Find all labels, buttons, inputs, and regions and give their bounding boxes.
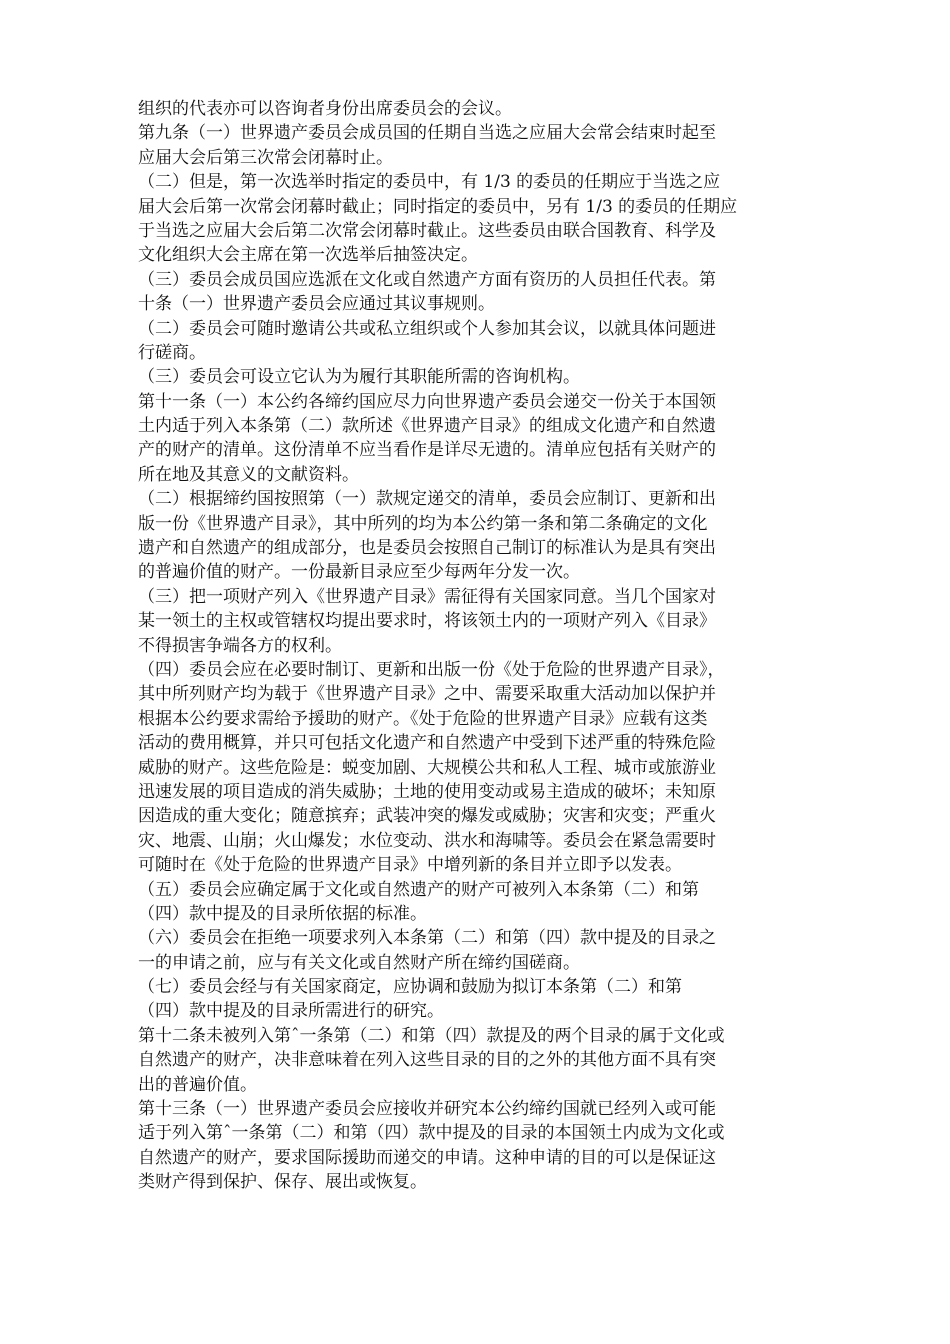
text-line: （七）委员会经与有关国家商定，应协调和鼓励为拟订本条第（二）和第 xyxy=(138,977,682,998)
text-line: 适于列入第ˆ一条第（二）和第（四）款中提及的目录的本国领土内成为文化或 xyxy=(138,1123,725,1144)
text-line: 行磋商。 xyxy=(138,342,206,363)
text-line: 出的普遍价值。 xyxy=(138,1074,257,1095)
text-line: 遗产和自然遗产的组成部分，也是委员会按照自己制订的标准认为是具有突出 xyxy=(138,538,716,559)
text-line: 版一份《世界遗产目录》，其中所列的均为本公约第一条和第二条确定的文化 xyxy=(138,513,708,534)
text-line: 其中所列财产均为载于《世界遗产目录》之中、需要采取重大活动加以保护并 xyxy=(138,684,716,705)
text-line: 第十三条（一）世界遗产委员会应接收并研究本公约缔约国就已经列入或可能 xyxy=(138,1099,716,1120)
text-line: （三）委员会成员国应选派在文化或自然遗产方面有资历的人员担任代表。第 xyxy=(138,269,716,290)
text-line: 届大会后第一次常会闭幕时截止；同时指定的委员中，另有 1/3 的委员的任期应 xyxy=(138,196,738,217)
text-line: （二）委员会可随时邀请公共或私立组织或个人参加其会议，以就具体问题进 xyxy=(138,318,716,339)
text-line: 类财产得到保护、保存、展出或恢复。 xyxy=(138,1172,427,1193)
text-line: 某一领土的主权或管辖权均提出要求时，将该领土内的一项财产列入《目录》 xyxy=(138,611,716,632)
text-line: （二）根据缔约国按照第（一）款规定递交的清单，委员会应制订、更新和出 xyxy=(138,489,716,510)
text-line: 一的申请之前，应与有关文化或自然财产所在缔约国磋商。 xyxy=(138,952,580,973)
text-line: （四）款中提及的目录所依据的标准。 xyxy=(138,903,427,924)
text-line: 可随时在《处于危险的世界遗产目录》中增列新的条目并立即予以发表。 xyxy=(138,855,682,876)
text-line: （二）但是，第一次选举时指定的委员中，有 1/3 的委员的任期应于当选之应 xyxy=(138,172,721,193)
text-line: 灾、地震、山崩；火山爆发；水位变动、洪水和海啸等。委员会在紧急需要时 xyxy=(138,830,716,851)
text-line: 十条（一）世界遗产委员会应通过其议事规则。 xyxy=(138,294,495,315)
text-line: 第九条（一）世界遗产委员会成员国的任期自当选之应届大会常会结束时起至 xyxy=(138,123,716,144)
text-line: 第十二条未被列入第ˆ一条第（二）和第（四）款提及的两个目录的属于文化或 xyxy=(138,1025,725,1046)
text-line: （四）款中提及的目录所需进行的研究。 xyxy=(138,1001,444,1022)
text-line: 自然遗产的财产，决非意味着在列入这些目录的目的之外的其他方面不具有突 xyxy=(138,1050,716,1071)
text-line: 土内适于列入本条第（二）款所述《世界遗产目录》的组成文化遗产和自然遗 xyxy=(138,416,716,437)
text-line: 文化组织大会主席在第一次选举后抽签决定。 xyxy=(138,245,478,266)
text-line: 不得损害争端各方的权利。 xyxy=(138,635,342,656)
text-line: （五）委员会应确定属于文化或自然遗产的财产可被列入本条第（二）和第 xyxy=(138,879,699,900)
text-line: （三）把一项财产列入《世界遗产目录》需征得有关国家同意。当几个国家对 xyxy=(138,586,716,607)
text-line: 组织的代表亦可以咨询者身份出席委员会的会议。 xyxy=(138,99,512,119)
text-line: 威胁的财产。这些危险是：蜕变加剧、大规模公共和私人工程、城市或旅游业 xyxy=(138,757,716,778)
text-line: 应届大会后第三次常会闭幕时止。 xyxy=(138,147,393,168)
text-line: （四）委员会应在必要时制订、更新和出版一份《处于危险的世界遗产目录》， xyxy=(138,659,725,680)
text-line: 产的财产的清单。这份清单不应当看作是详尽无遗的。清单应包括有关财产的 xyxy=(138,440,716,461)
text-line: 活动的费用概算，并只可包括文化遗产和自然遗产中受到下述严重的特殊危险 xyxy=(138,733,716,754)
text-line: （三）委员会可设立它认为为履行其职能所需的咨询机构。 xyxy=(138,367,580,388)
text-line: 第十一条（一）本公约各缔约国应尽力向世界遗产委员会递交一份关于本国领 xyxy=(138,391,716,412)
text-line: 于当选之应届大会后第二次常会闭幕时截止。这些委员由联合国教育、科学及 xyxy=(138,220,716,241)
text-line: 根据本公约要求需给予援助的财产。《处于危险的世界遗产目录》应载有这类 xyxy=(138,708,708,729)
document-body xyxy=(138,97,838,1195)
text-line: 的普遍价值的财产。一份最新目录应至少每两年分发一次。 xyxy=(138,562,580,583)
text-line: （六）委员会在拒绝一项要求列入本条第（二）和第（四）款中提及的目录之 xyxy=(138,928,716,949)
text-line: 因造成的重大变化；随意摈弃；武装冲突的爆发或威胁；灾害和灾变；严重火 xyxy=(138,806,716,827)
text-line: 所在地及其意义的文献资料。 xyxy=(138,464,359,485)
text-line: 自然遗产的财产，要求国际援助而递交的申请。这种申请的目的可以是保证这 xyxy=(138,1147,716,1168)
text-line: 迅速发展的项目造成的消失威胁；土地的使用变动或易主造成的破坏；未知原 xyxy=(138,781,716,802)
